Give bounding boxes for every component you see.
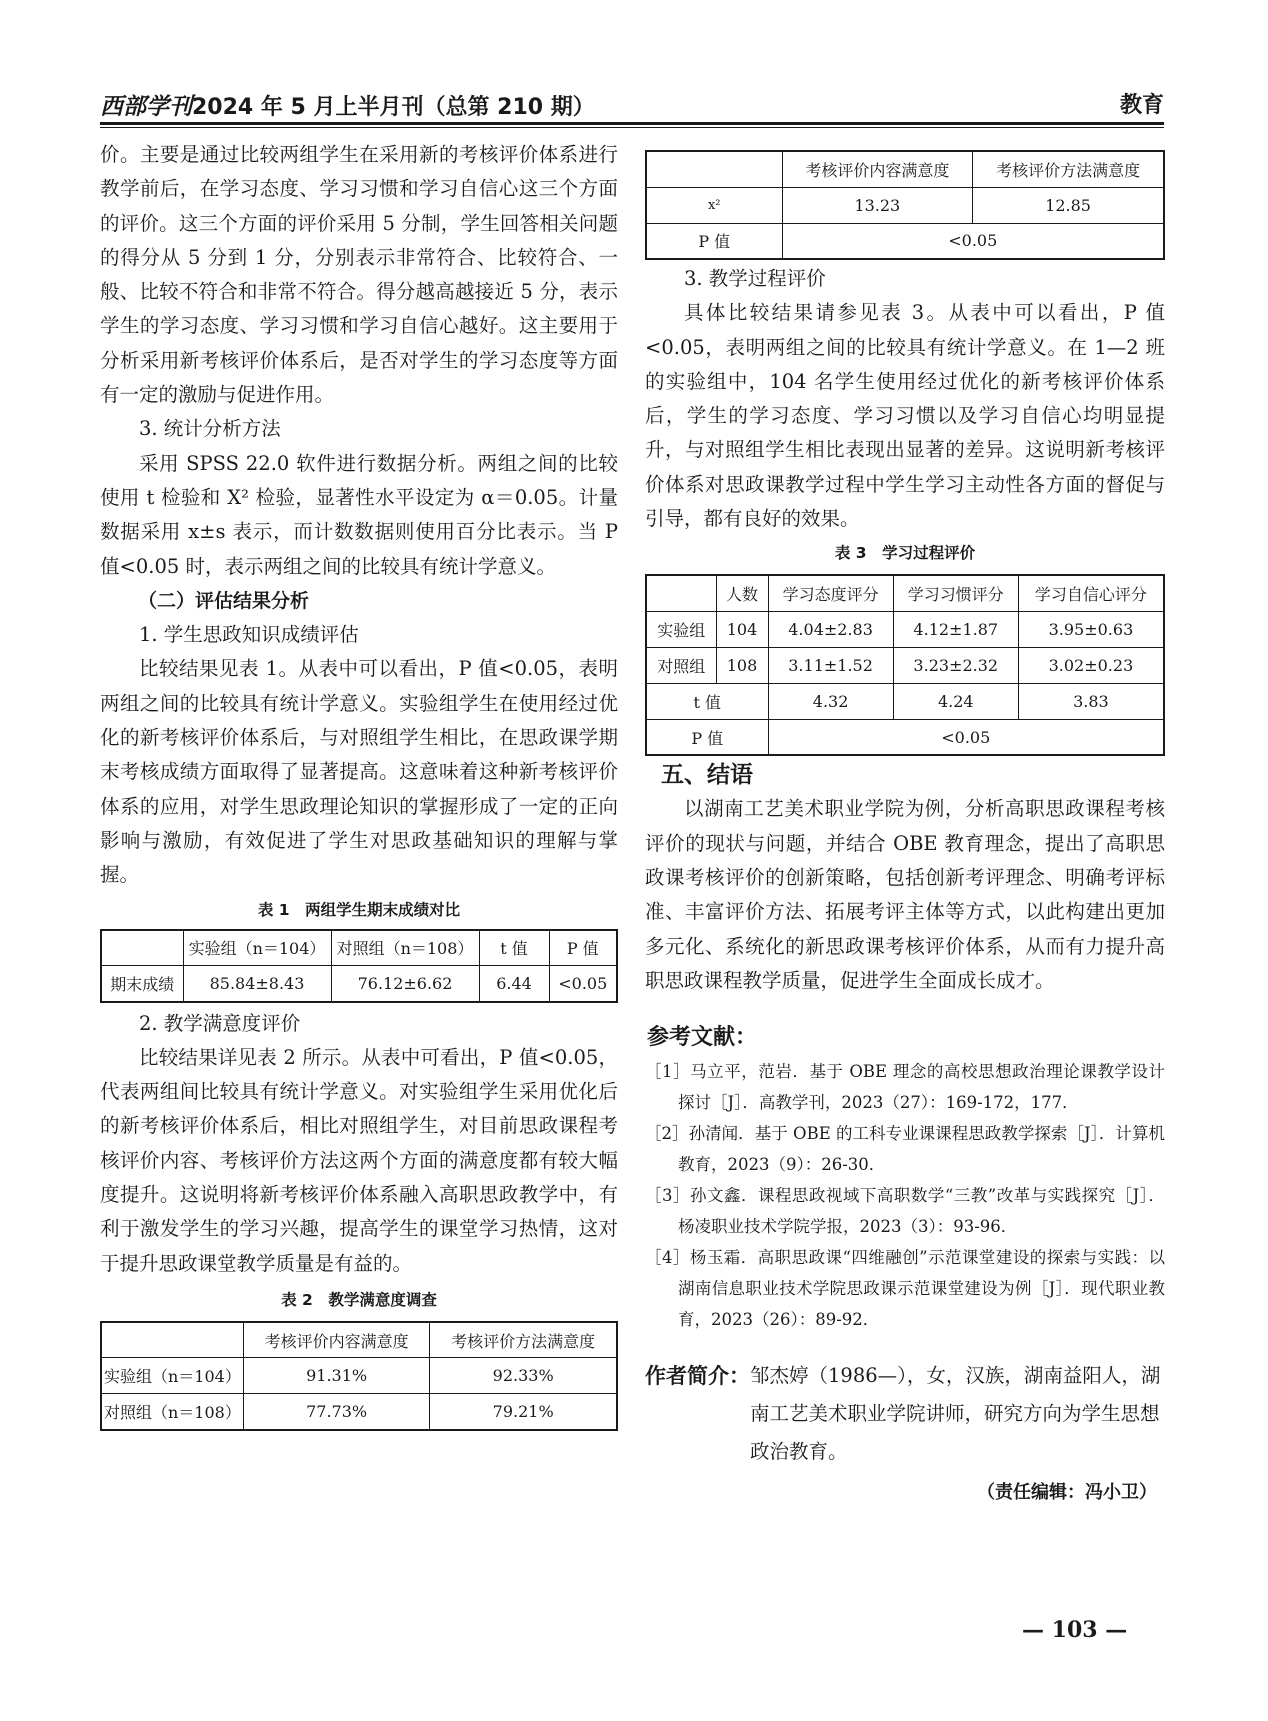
references-title: 参考文献： bbox=[647, 1025, 758, 1051]
table-cell: 实验组 bbox=[646, 611, 716, 647]
section-heading: 五、结语 bbox=[661, 762, 753, 789]
table-cell: 对照组（n＝108） bbox=[101, 1394, 243, 1430]
table-cell: <0.05 bbox=[768, 719, 1164, 755]
table-row bbox=[646, 611, 1164, 647]
table-row bbox=[646, 223, 1164, 259]
section-heading: （二）评估结果分析 bbox=[138, 589, 310, 612]
table-cell: 学习习惯评分 bbox=[893, 575, 1018, 611]
table-cell: 12.85 bbox=[973, 187, 1164, 223]
table-header-row bbox=[101, 930, 617, 966]
table-cell bbox=[646, 575, 716, 611]
section-label: 教育 bbox=[1119, 93, 1164, 118]
header-rule bbox=[100, 122, 1164, 125]
author-bio-text: 邹杰婷（1986—），女，汉族，湖南益阳人，湖南工艺美术职业学院讲师，研究方向为学生思想政治教育。 bbox=[750, 1364, 1161, 1464]
table-cell: 108 bbox=[716, 647, 768, 683]
table-header-row bbox=[646, 575, 1164, 611]
table-cell: 对照组 bbox=[646, 647, 716, 683]
table-cell: t 值 bbox=[646, 683, 768, 719]
table-cell: 考核评价方法满意度 bbox=[430, 1322, 617, 1358]
paragraph: 具体比较结果请参见表 3。从表中可以看出，P 值<0.05，表明两组之间的比较具有统计学意义。在 1—2 班的实验组中，104 名学生使用经过优化的新考核评价体系后，学生的学习态度、学习习惯以及学习自信心均明显提升，与对照组学生相比表现出显著的差异。这说明新考核评价体系对思政课教学过程中学生学习主动性各方面的督促与引导，都有良好的效果。 bbox=[645, 301, 1165, 531]
table-row bbox=[101, 1358, 617, 1394]
left-column bbox=[100, 138, 618, 1431]
table-cell: 79.21% bbox=[430, 1394, 617, 1430]
reference-item: ［3］孙文鑫．课程思政视域下高职数学“三教”改革与实践探究［J］．杨凌职业技术学院学报，2023（3）：93-96． bbox=[645, 1186, 1165, 1237]
table-cell: 104 bbox=[716, 611, 768, 647]
reference-item: ［1］马立平，范岩．基于 OBE 理念的高校思想政治理论课教学设计探讨［J］．高教学刊，2023（27）：169-172，177． bbox=[645, 1062, 1165, 1113]
subsection-heading: 3. 统计分析方法 bbox=[139, 417, 281, 441]
table-cell: P 值 bbox=[646, 719, 768, 755]
subsection-heading: 1. 学生思政知识成绩评估 bbox=[139, 623, 359, 647]
reference-item: ［4］杨玉霜．高职思政课“四维融创”示范课堂建设的探索与实践：以湖南信息职业技术学院思政课示范课堂建设为例［J］．现代职业教育，2023（26）：89-92． bbox=[645, 1248, 1165, 1330]
header-rule-thin bbox=[100, 127, 1164, 128]
table-caption: 表 3 学习过程评价 bbox=[834, 544, 976, 563]
table-cell: 4.32 bbox=[768, 683, 893, 719]
table-cell: P 值 bbox=[646, 223, 782, 259]
paragraph: 比较结果见表 1。从表中可以看出，P 值<0.05，表明两组之间的比较具有统计学意义。实验组学生在使用经过优化的新考核评价体系后，与对照组学生相比，在思政课学期末考核成绩方面取得了显著提高。这意味着这种新考核评价体系的应用，对学生思政理论知识的掌握形成了一定的正向影响与激励，有效促进了学生对思政基础知识的理解与掌握。 bbox=[100, 657, 618, 887]
issue-info: 2024 年 5 月上半月刊（总第 210 期） bbox=[192, 95, 595, 120]
table-caption: 表 2 教学满意度调查 bbox=[281, 1290, 437, 1309]
editor-note: （责任编辑：冯小卫） bbox=[977, 1482, 1157, 1504]
table-cell: 4.12±1.87 bbox=[893, 611, 1018, 647]
table-cell: <0.05 bbox=[549, 966, 617, 1002]
table-1 bbox=[100, 929, 618, 1003]
table-cell: t 值 bbox=[479, 930, 549, 966]
table-row bbox=[646, 719, 1164, 755]
running-header bbox=[100, 88, 1164, 124]
table-cell: 考核评价内容满意度 bbox=[243, 1322, 430, 1358]
table-cell bbox=[101, 930, 183, 966]
table-cell: 13.23 bbox=[782, 187, 973, 223]
table-2 bbox=[100, 1321, 618, 1431]
table-cell: 6.44 bbox=[479, 966, 549, 1002]
reference-list bbox=[645, 1056, 1165, 1335]
paragraph: 比较结果详见表 2 所示。从表中可看出，P 值<0.05，代表两组间比较具有统计学意义。对实验组学生采用优化后的新考核评价体系后，相比对照组学生，对目前思政课程考核评价内容、考核评价方法这两个方面的满意度都有较大幅度提升。这说明将新考核评价体系融入高职思政教学中，有利于激发学生的学习兴趣，提高学生的课堂学习热情，这对于提升思政课堂教学质量是有益的。 bbox=[100, 1045, 618, 1275]
table-cell: 3.11±1.52 bbox=[768, 647, 893, 683]
table-cell bbox=[646, 151, 782, 187]
table-cell: 92.33% bbox=[430, 1358, 617, 1394]
table-3 bbox=[645, 574, 1165, 756]
reference-item: ［2］孙清闻．基于 OBE 的工科专业课课程思政教学探索［J］．计算机教育，2023（9）：26-30． bbox=[645, 1124, 1165, 1175]
author-bio bbox=[645, 1357, 1165, 1471]
table-2-continued bbox=[645, 150, 1165, 260]
table-row bbox=[646, 187, 1164, 223]
subsection-heading: 2. 教学满意度评价 bbox=[139, 1011, 301, 1035]
table-cell: 77.73% bbox=[243, 1394, 430, 1430]
table-cell: 4.04±2.83 bbox=[768, 611, 893, 647]
table-cell bbox=[101, 1322, 243, 1358]
table-cell: 学习态度评分 bbox=[768, 575, 893, 611]
table-cell: 学习自信心评分 bbox=[1018, 575, 1164, 611]
subsection-heading: 3. 教学过程评价 bbox=[684, 267, 826, 290]
table-cell: 考核评价内容满意度 bbox=[782, 151, 973, 187]
page-number: — 103 — bbox=[1022, 1617, 1128, 1643]
paragraph: 采用 SPSS 22.0 软件进行数据分析。两组之间的比较使用 t 检验和 X² 检验，显著性水平设定为 α＝0.05。计量数据采用 x±s 表示，而计数数据则使用百分比表示。当 P 值<0.05 时，表示两组之间的比较具有统计学意义。 bbox=[100, 451, 618, 578]
table-row bbox=[101, 966, 617, 1002]
table-row bbox=[646, 647, 1164, 683]
table-header-row bbox=[101, 1322, 617, 1358]
table-cell: P 值 bbox=[549, 930, 617, 966]
table-cell: 3.83 bbox=[1018, 683, 1164, 719]
journal-logo: 西部学刊 bbox=[100, 93, 192, 120]
table-cell: 实验组（n＝104） bbox=[183, 930, 331, 966]
table-cell: 76.12±6.62 bbox=[331, 966, 479, 1002]
paragraph: 价。主要是通过比较两组学生在采用新的考核评价体系进行教学前后，在学习态度、学习习惯和学习自信心这三个方面的评价。这三个方面的评价采用 5 分制，学生回答相关问题的得分从 5 分到 1 分，分别表示非常符合、比较符合、一般、比较不符合和非常不符合。得分越高越接近 5 分，表示学生的学习态度、学习习惯和学习自信心越好。这主要用于分析采用新考核评价体系后，是否对学生的学习态度等方面有一定的激励与促进作用。 bbox=[100, 143, 618, 407]
table-row bbox=[101, 1394, 617, 1430]
table-cell: 人数 bbox=[716, 575, 768, 611]
author-bio-label: 作者简介： bbox=[645, 1364, 750, 1389]
table-cell: 期末成绩 bbox=[101, 966, 183, 1002]
table-cell: x² bbox=[646, 187, 782, 223]
table-row bbox=[646, 683, 1164, 719]
table-cell: 实验组（n＝104） bbox=[101, 1358, 243, 1394]
table-cell: 4.24 bbox=[893, 683, 1018, 719]
paragraph: 以湖南工艺美术职业学院为例，分析高职思政课程考核评价的现状与问题，并结合 OBE 教育理念，提出了高职思政课考核评价的创新策略，包括创新考评理念、明确考评标准、丰富评价方法、拓展考评主体等方式，以此构建出更加多元化、系统化的新思政课考核评价体系，从而有力提升高职思政课程教学质量，促进学生全面成长成才。 bbox=[645, 797, 1165, 992]
table-caption: 表 1 两组学生期末成绩对比 bbox=[257, 900, 461, 919]
right-column bbox=[645, 150, 1165, 1511]
table-cell: 3.02±0.23 bbox=[1018, 647, 1164, 683]
table-cell: <0.05 bbox=[782, 223, 1164, 259]
table-cell: 3.23±2.32 bbox=[893, 647, 1018, 683]
table-cell: 对照组（n＝108） bbox=[331, 930, 479, 966]
table-cell: 3.95±0.63 bbox=[1018, 611, 1164, 647]
header-left bbox=[100, 88, 595, 121]
table-cell: 91.31% bbox=[243, 1358, 430, 1394]
table-cell: 考核评价方法满意度 bbox=[973, 151, 1164, 187]
table-header-row bbox=[646, 151, 1164, 187]
table-cell: 85.84±8.43 bbox=[183, 966, 331, 1002]
